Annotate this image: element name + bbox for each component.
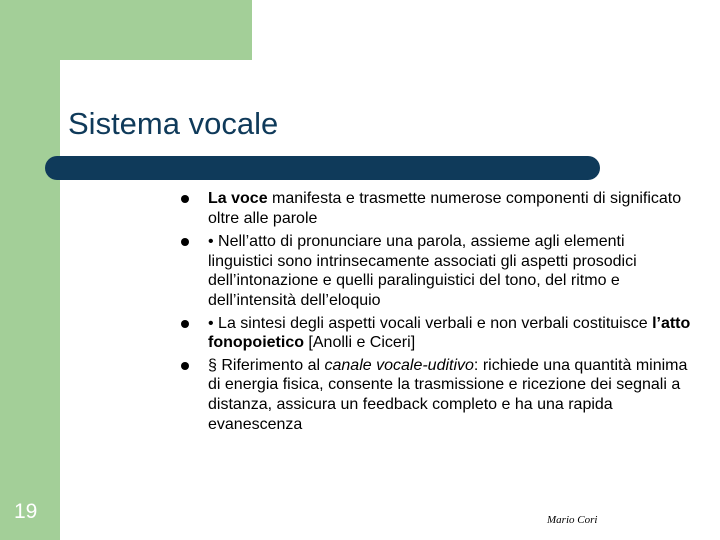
- bullet-item: [181, 356, 691, 434]
- bullet-text: • La sintesi degli aspetti vocali verbali e non verbali costituisce: [208, 314, 653, 332]
- slide-title: Sistema vocale: [68, 106, 279, 141]
- bullet-item: [181, 232, 691, 310]
- bullet-dot-icon: [181, 362, 189, 370]
- bullet-dot-icon: [181, 238, 189, 246]
- bullet-text: • Nell’atto di pronunciare una parola, assieme agli elementi linguistici sono intrinsecamente associati gli aspetti prosodici dell’intonazione e quelli paralinguistici del tono, del ritmo e dell’intensità dell’eloquio: [208, 233, 637, 309]
- bullet-list: [181, 189, 691, 434]
- slide-number: 19: [14, 500, 38, 523]
- bullet-text: l’atto fonopoietico: [208, 314, 691, 352]
- left-accent-bar: [0, 0, 60, 540]
- author-footer: Mario Cori: [547, 514, 598, 526]
- bullet-item: [181, 189, 691, 228]
- bullet-text: : richiede una quantità minima di energia fisica, consente la trasmissione e ricezione dei segnali a distanza, assicura un feedback completo e ha una rapida evanescenza: [208, 356, 688, 433]
- title-underline-bar: [45, 156, 600, 180]
- bullet-text: § Riferimento al: [208, 356, 325, 374]
- bullet-text: manifesta e trasmette numerose componenti di significato oltre alle parole: [208, 190, 682, 227]
- top-accent-bar: [0, 0, 252, 60]
- bullet-text: [Anolli e Ciceri]: [303, 334, 416, 352]
- bullet-dot-icon: [181, 195, 189, 203]
- bullet-text: La voce: [208, 190, 268, 207]
- bullet-item: [181, 314, 691, 353]
- bullet-text: canale vocale-uditivo: [324, 356, 474, 374]
- bullet-dot-icon: [181, 320, 189, 328]
